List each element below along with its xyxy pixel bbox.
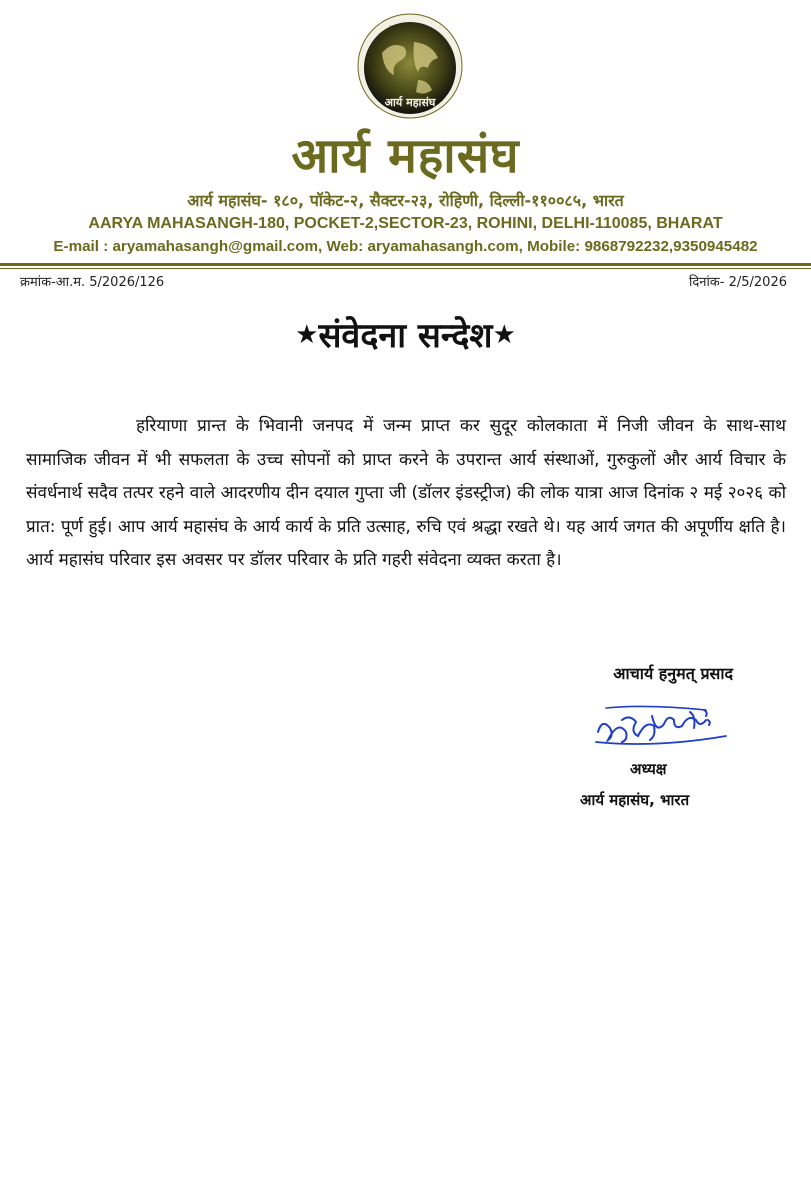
signatory-organization: आर्य महासंघ, भारत [580, 791, 690, 809]
org-logo-emblem [352, 8, 468, 120]
letter-heading [0, 310, 811, 361]
address-english: AARYA MAHASANGH-180, POCKET-2,SECTOR-23, ROHINI, DELHI-110085, BHARAT [88, 215, 723, 232]
header-divider-thin [0, 268, 811, 269]
signatory-name: आचार्य हनुमत् प्रसाद [613, 664, 733, 683]
letter-date: दिनांक- 2/5/2026 [688, 275, 787, 290]
org-name-title: आर्य महासंघ [291, 128, 520, 184]
reference-number: क्रमांक-आ.म. 5/2026/126 [20, 275, 165, 290]
star-icon: ★ [492, 320, 516, 350]
star-icon: ★ [295, 320, 319, 350]
header-divider-thick [0, 263, 811, 266]
logo-ring-text: आर्य महासंघ संस्कार्य [364, 25, 395, 67]
handwritten-signature [592, 702, 732, 758]
heading-text: संवेदना सन्देश [318, 316, 493, 356]
logo-caption: आर्य महासंघ [384, 96, 436, 109]
address-hindi: आर्य महासंघ- १८०, पॉकेट-२, सैक्टर-२३, रोहिणी, दिल्ली-११००८५, भारत [187, 191, 624, 210]
signatory-title: अध्यक्ष [630, 760, 667, 778]
contact-line: E-mail : aryamahasangh@gmail.com, Web: aryamahasangh.com, Mobile: 9868792232,9350945482 [53, 238, 758, 255]
condolence-message-body: हरियाणा प्रान्त के भिवानी जनपद में जन्म प्राप्त कर सुदूर कोलकाता में निजी जीवन के साथ-साथ सामाजिक जीवन में भी सफलता के उच्च सोपनों को प्राप्त करने के उपरान्त आर्य संस्थाओं, गुरुकुलों और आर्य विचार के संवर्धनार्थ सदैव तत्पर रहने वाले आदरणीय दीन दयाल गुप्ता जी (डॉलर इंडस्ट्रीज) की लोक यात्रा आज दिनांक २ मई २०२६ को प्रात: पूर्ण हुई। आप आर्य महासंघ के आर्य कार्य के प्रति उत्साह, रुचि एवं श्रद्धा रखते थे। यह आर्य जगत की अपूर्णीय क्षति है। आर्य महासंघ परिवार इस अवसर पर डॉलर परिवार के प्रति गहरी संवेदना व्यक्त करता है। [26, 416, 786, 570]
